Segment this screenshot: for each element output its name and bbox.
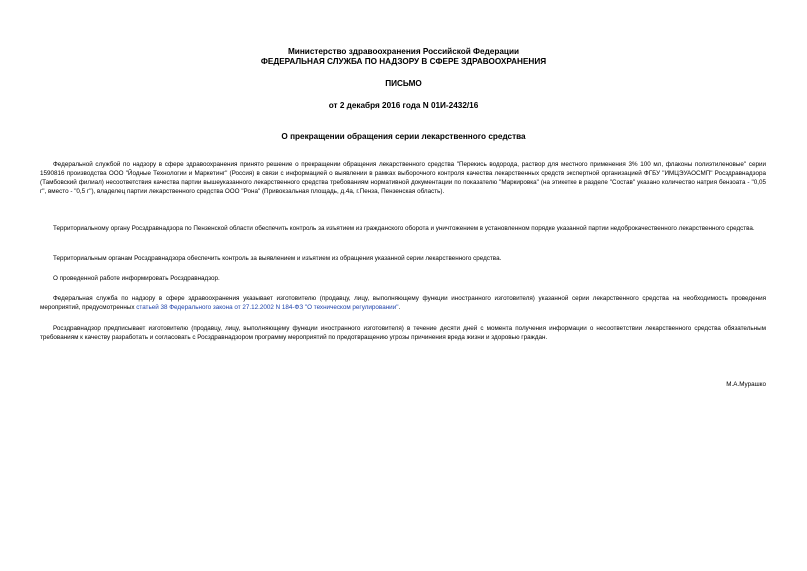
paragraph-territorial-control: Территориальным органам Росздравнадзора обеспечить контроль за выявлением и изъятием из обращения указанной серии лекарственного средства. — [53, 255, 502, 262]
service-name: ФЕДЕРАЛЬНАЯ СЛУЖБА ПО НАДЗОРУ В СФЕРЕ ЗДРАВООХРАНЕНИЯ — [260, 57, 547, 66]
document-date-number: от 2 декабря 2016 года N 01И-2432/16 — [328, 101, 479, 110]
paragraph-inform: О проведенной работе информировать Росздравнадзор. — [53, 275, 220, 282]
paragraph-text: Федеральная служба по надзору в сфере здравоохранения указывает изготовителю (продавцу, лицу, выполняющему функции иностранного изготовителя) указанной серии лекарственного средства на необходимость проведения мероприятий, предусмотренных — [40, 295, 766, 311]
law-article-link[interactable]: статьей 38 Федерального закона от 27.12.2002 N 184-ФЗ "О техническом регулировании" — [136, 304, 399, 311]
paragraph-prescription: Росздравнадзор предписывает изготовителю (продавцу, лицу, выполняющему функции иностранного изготовителя) в течение десяти дней с момента получения информации о несоответствии лекарственного средства обязательным требованиям к качеству разработать и согласовать с Росздравнадзором программу мероприятий по предотвращению угрозы причинения вреда жизни и здоровью граждан. — [40, 325, 766, 341]
paragraph-text-end: . — [398, 304, 401, 311]
ministry-name: Министерство здравоохранения Российской Федерации — [287, 47, 520, 56]
paragraph-decision: Федеральной службой по надзору в сфере здравоохранения принято решение о прекращении обращения лекарственного средства "Перекись водорода, раствор для местного применения 3% 100 мл, флаконы полиэтиленовые" серии 1590816 производства ООО "Йодные Технологии и Маркетинг" (Россия) в связи с информацией о выявлении в рамках выборочного контроля качества лекарственных средств экспертной организацией ФГБУ "ИМЦЭУАОСМП" Росздравнадзора (Тамбовский филиал) несоответствия качества партии вышеуказанного лекарственного средства требованиям нормативной документации по показателю "Маркировка" (на этикетке в разделе "Состав" указано количество натрия бензоата - "0,05 г", вместо - "0,5 г"), владелец партии лекарственного средства ООО "Рона" (Привокзальная площадь, д.4а, г.Пенза, Пензенская область). — [40, 161, 766, 195]
document-title: О прекращении обращения серии лекарственного средства — [281, 132, 526, 141]
paragraph-penza-control: Территориальному органу Росздравнадзора по Пензенской области обеспечить контроль за изъятием из гражданского оборота и уничтожением в установленном порядке указанной партии недоброкачественного лекарственного средства. — [53, 225, 755, 232]
paragraph-manufacturer-measures — [40, 294, 766, 312]
document-type: ПИСЬМО — [385, 79, 422, 88]
signature: М.А.Мурашко — [726, 381, 766, 388]
